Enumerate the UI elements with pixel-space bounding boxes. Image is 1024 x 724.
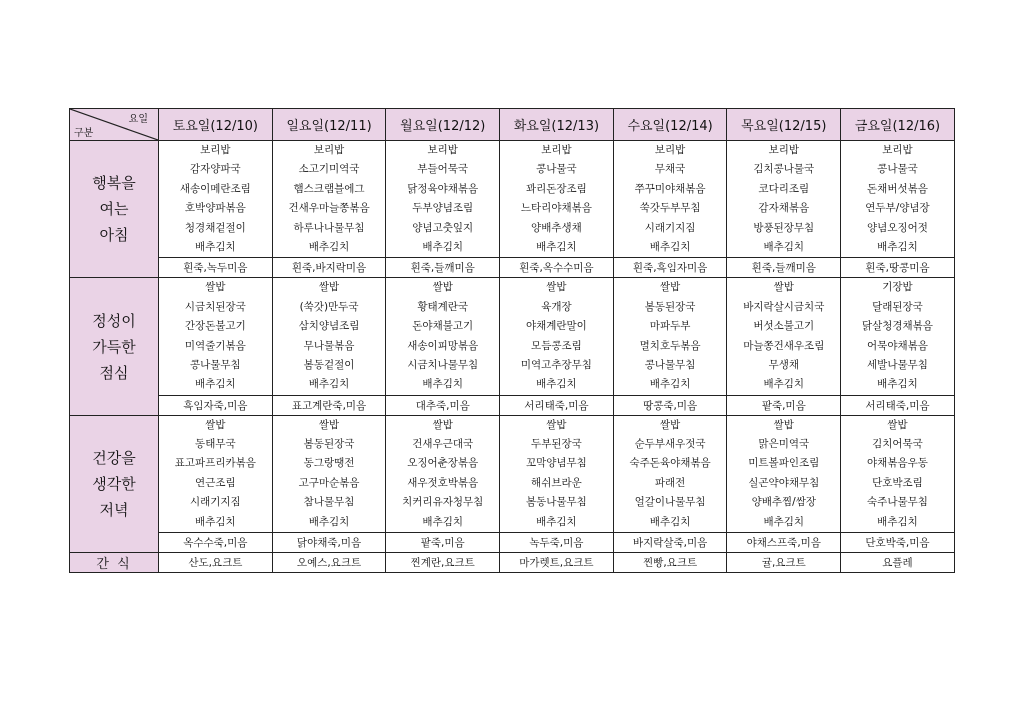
menu-item: 배추김치 — [536, 240, 577, 253]
porridge-cell: 흰죽,녹두미음 — [159, 258, 273, 278]
menu-item: 쌀밥 — [546, 418, 567, 431]
snack-row — [70, 553, 955, 573]
menu-item: 콩나물무침 — [189, 358, 241, 371]
menu-item: 김치어묵국 — [872, 438, 923, 451]
dinner-menu-cell — [500, 415, 614, 532]
menu-item: 배추김치 — [877, 515, 918, 528]
porridge-cell: 팥죽,미음 — [386, 533, 500, 553]
menu-item: 돈채버섯볶음 — [867, 182, 928, 195]
menu-item: 단호박조림 — [872, 476, 923, 489]
menu-item: 보리밥 — [541, 144, 572, 156]
menu-item: 김치콩나물국 — [753, 163, 815, 176]
menu-item: 배추김치 — [195, 515, 236, 528]
menu-item: 방풍된장무침 — [753, 221, 815, 234]
menu-item: 시래기지짐 — [644, 221, 696, 234]
menu-item: 코다리조림 — [758, 182, 810, 195]
porridge-cell: 단호박죽,미음 — [841, 533, 955, 553]
menu-item: 쌀밥 — [318, 281, 340, 294]
porridge-cell: 녹두죽,미음 — [500, 533, 614, 553]
breakfast-porridge-row — [70, 258, 955, 278]
day-header: 화요일(12/13) — [500, 109, 614, 141]
breakfast-label-line: 행복을 — [92, 174, 136, 193]
porridge-cell: 닭야채죽,미음 — [272, 533, 386, 553]
menu-item: 양념오징어젓 — [867, 221, 928, 234]
porridge-cell: 대추죽,미음 — [386, 395, 500, 415]
lunch-porridge-row — [70, 395, 955, 415]
porridge-cell: 표고계란죽,미음 — [272, 395, 386, 415]
lunch-label — [70, 278, 159, 415]
menu-item: 무나물볶음 — [303, 339, 355, 352]
menu-item: 보리밥 — [768, 144, 799, 156]
menu-item: 배추김치 — [877, 378, 918, 391]
menu-item: 버섯소불고기 — [753, 320, 815, 333]
menu-item: 쌀밥 — [432, 418, 453, 431]
dinner-menu-cell — [159, 415, 273, 532]
menu-item: 배추김치 — [308, 240, 350, 253]
menu-item: 배추김치 — [422, 515, 463, 528]
breakfast-menu-cell — [613, 141, 727, 258]
porridge-cell: 흑임자죽,미음 — [159, 395, 273, 415]
breakfast-menu-row — [70, 141, 955, 258]
menu-item: 배추김치 — [763, 378, 805, 391]
breakfast-menu-cell — [272, 141, 386, 258]
day-header: 수요일(12/14) — [613, 109, 727, 141]
day-axis-label: 요일 — [128, 114, 148, 125]
lunch-menu-cell — [613, 278, 727, 395]
menu-item: 하루나나물무침 — [293, 221, 365, 234]
lunch-menu-cell — [727, 278, 841, 395]
lunch-menu-cell — [159, 278, 273, 395]
menu-item: 보리밥 — [313, 144, 345, 156]
menu-item: 무채국 — [654, 163, 686, 176]
snack-label: 간 식 — [70, 553, 159, 573]
menu-item: 배추김치 — [763, 240, 805, 253]
header-row — [70, 109, 955, 141]
menu-item: 양배추생채 — [531, 221, 582, 234]
dinner-label — [70, 415, 159, 552]
menu-item: 배추김치 — [649, 378, 691, 391]
menu-item: 꼬막양념무침 — [525, 457, 587, 470]
header-corner-cell — [70, 109, 159, 141]
menu-item: 콩나물무침 — [644, 358, 696, 371]
lunch-menu-cell — [500, 278, 614, 395]
menu-item: 건새우마늘쫑볶음 — [288, 202, 370, 215]
snack-cell: 찐빵,요크트 — [613, 553, 727, 573]
breakfast-menu-cell — [727, 141, 841, 258]
menu-item: 쌀밥 — [659, 281, 681, 294]
menu-item: 두부양념조림 — [412, 202, 474, 215]
breakfast-menu-cell — [500, 141, 614, 258]
porridge-cell: 흰죽,땅콩미음 — [841, 258, 955, 278]
menu-item: 오징어춘장볶음 — [407, 457, 479, 470]
menu-item: 봄동된장국 — [644, 300, 696, 313]
menu-item: 야채볶음우동 — [867, 457, 928, 470]
menu-item: 콩나물국 — [877, 163, 918, 176]
menu-item: 콩나물국 — [536, 163, 577, 176]
menu-item: 배추김치 — [308, 515, 350, 528]
snack-cell: 산도,요크트 — [159, 553, 273, 573]
menu-item: 쌀밥 — [432, 281, 453, 294]
menu-item: 멸치호두볶음 — [639, 339, 701, 352]
porridge-cell: 땅콩죽,미음 — [613, 395, 727, 415]
dinner-menu-cell — [613, 415, 727, 532]
menu-item: 맑은미역국 — [758, 438, 810, 451]
menu-item: 쌀밥 — [659, 418, 681, 431]
breakfast-menu-cell — [841, 141, 955, 258]
menu-item: 봄동나물무침 — [525, 496, 587, 509]
menu-item: 쑥갓두부무침 — [639, 202, 701, 215]
menu-item: (쑥갓)만두국 — [299, 300, 359, 313]
menu-item: 배추김치 — [308, 378, 350, 391]
menu-item: 마파두부 — [649, 320, 691, 333]
dinner-menu-cell — [272, 415, 386, 532]
porridge-cell: 흰죽,옥수수미음 — [500, 258, 614, 278]
menu-item: 보리밥 — [427, 144, 458, 156]
menu-item: 배추김치 — [195, 378, 236, 391]
lunch-label-line: 정성이 — [92, 311, 136, 330]
menu-item: 청경채겉절이 — [184, 221, 246, 234]
menu-item: 야채계란말이 — [525, 320, 587, 333]
menu-item: 시금치나물무침 — [407, 358, 479, 371]
day-header: 목요일(12/15) — [727, 109, 841, 141]
dinner-menu-cell — [727, 415, 841, 532]
dinner-menu-row — [70, 415, 955, 532]
menu-item: 쌀밥 — [205, 418, 226, 431]
menu-item: 부들어묵국 — [417, 163, 469, 176]
menu-item: 새송이피망볶음 — [407, 339, 479, 352]
porridge-cell: 흰죽,들깨미음 — [386, 258, 500, 278]
menu-item: 느타리야채볶음 — [520, 202, 592, 215]
dinner-menu-cell — [386, 415, 500, 532]
menu-item: 황태계란국 — [417, 300, 469, 313]
menu-item: 햄스크램블에그 — [293, 182, 365, 195]
menu-item: 간장돈불고기 — [184, 320, 246, 333]
menu-item: 동그랑땡전 — [303, 457, 355, 470]
lunch-menu-row — [70, 278, 955, 395]
category-axis-label: 구분 — [74, 128, 94, 139]
lunch-label-line: 가득한 — [92, 337, 136, 356]
menu-item: 치커리유자청무침 — [402, 496, 484, 509]
menu-item: 숙주돈육야채볶음 — [629, 457, 711, 470]
menu-item: 삼치양념조림 — [298, 320, 360, 333]
menu-item: 미역고추장무침 — [520, 358, 592, 371]
menu-item: 보리밥 — [882, 144, 913, 156]
menu-item: 육개장 — [541, 300, 572, 313]
dinner-porridge-row — [70, 533, 955, 553]
menu-item: 새우젓호박볶음 — [407, 476, 479, 489]
menu-item: 파래전 — [654, 476, 686, 489]
day-header: 금요일(12/16) — [841, 109, 955, 141]
menu-item: 배추김치 — [649, 515, 691, 528]
porridge-cell: 서리태죽,미음 — [841, 395, 955, 415]
menu-item: 양념고춧잎지 — [412, 221, 474, 234]
menu-item: 쌀밥 — [318, 418, 340, 431]
menu-item: 마늘쫑건새우조림 — [743, 339, 825, 352]
breakfast-menu-cell — [159, 141, 273, 258]
menu-item: 돈야채불고기 — [412, 320, 474, 333]
menu-item: 시래기지짐 — [189, 496, 241, 509]
porridge-cell: 흰죽,들깨미음 — [727, 258, 841, 278]
snack-cell: 귤,요크트 — [727, 553, 841, 573]
menu-item: 실곤약야채무침 — [748, 476, 820, 489]
menu-item: 배추김치 — [877, 240, 918, 253]
menu-item: 기장밥 — [882, 281, 913, 294]
menu-item: 고구마순볶음 — [298, 476, 360, 489]
menu-item: 무생채 — [768, 358, 799, 371]
day-header: 월요일(12/12) — [386, 109, 500, 141]
porridge-cell: 팥죽,미음 — [727, 395, 841, 415]
menu-item: 미역줄기볶음 — [184, 339, 246, 352]
menu-item: 어묵야채볶음 — [867, 339, 928, 352]
menu-item: 표고파프리카볶음 — [174, 457, 256, 470]
menu-item: 참나물무침 — [303, 496, 355, 509]
porridge-cell: 서리태죽,미음 — [500, 395, 614, 415]
menu-item: 쌀밥 — [773, 281, 794, 294]
menu-item: 모듬콩조림 — [531, 339, 582, 352]
porridge-cell: 야채스프죽,미음 — [727, 533, 841, 553]
menu-item: 호박양파볶음 — [184, 202, 246, 215]
menu-item: 바지락살시금치국 — [743, 300, 825, 313]
menu-item: 배추김치 — [195, 240, 236, 253]
lunch-menu-cell — [272, 278, 386, 395]
menu-item: 배추김치 — [536, 378, 577, 391]
menu-item: 쌀밥 — [546, 281, 567, 294]
menu-item: 배추김치 — [422, 240, 463, 253]
menu-item: 건새우근대국 — [412, 438, 474, 451]
snack-cell: 오예스,요크트 — [272, 553, 386, 573]
menu-item: 보리밥 — [200, 144, 231, 156]
lunch-label-line: 점심 — [99, 363, 129, 382]
lunch-menu-cell — [386, 278, 500, 395]
menu-item: 닭살청경채볶음 — [861, 320, 933, 333]
menu-item: 꽈리돈장조림 — [525, 182, 587, 195]
menu-item: 감자채볶음 — [758, 202, 810, 215]
menu-item: 배추김치 — [536, 515, 577, 528]
menu-item: 쌀밥 — [773, 418, 794, 431]
porridge-cell: 바지락살죽,미음 — [613, 533, 727, 553]
porridge-cell: 흰죽,바지락미음 — [272, 258, 386, 278]
dinner-menu-cell — [841, 415, 955, 532]
menu-item: 순두부새우젓국 — [634, 438, 706, 451]
snack-cell: 요플레 — [841, 553, 955, 573]
menu-item: 연두부/양념장 — [865, 202, 930, 215]
menu-item: 달래된장국 — [872, 300, 923, 313]
breakfast-label-line: 여는 — [99, 200, 129, 219]
breakfast-label — [70, 141, 159, 278]
menu-item: 두부된장국 — [531, 438, 582, 451]
menu-item: 쭈꾸미야채볶음 — [634, 182, 706, 195]
menu-item: 소고기미역국 — [298, 163, 360, 176]
menu-item: 보리밥 — [654, 144, 686, 156]
breakfast-label-line: 아침 — [99, 226, 129, 245]
dinner-label-line: 저녁 — [99, 500, 129, 519]
dinner-label-line: 생각한 — [92, 474, 136, 493]
menu-item: 새송이메란조림 — [179, 182, 251, 195]
menu-item: 배추김치 — [649, 240, 691, 253]
day-header: 토요일(12/10) — [159, 109, 273, 141]
porridge-cell: 옥수수죽,미음 — [159, 533, 273, 553]
meal-body — [70, 141, 955, 553]
lunch-menu-cell — [841, 278, 955, 395]
breakfast-menu-cell — [386, 141, 500, 258]
menu-item: 얼갈이나물무침 — [634, 496, 706, 509]
day-header: 일요일(12/11) — [272, 109, 386, 141]
menu-item: 숙주나물무침 — [867, 496, 928, 509]
menu-item: 미트볼파인조림 — [748, 457, 820, 470]
menu-item: 세발나물무침 — [867, 358, 928, 371]
snack-cell: 마가렛트,요크트 — [500, 553, 614, 573]
menu-item: 쌀밥 — [205, 281, 226, 294]
menu-item: 쌀밥 — [887, 418, 908, 431]
menu-item: 봄동겉절이 — [303, 358, 355, 371]
weekly-menu-table — [69, 108, 955, 573]
menu-item: 봄동된장국 — [303, 438, 355, 451]
menu-item: 감자양파국 — [189, 163, 241, 176]
menu-item: 해쉬브라운 — [531, 476, 582, 489]
menu-item: 연근조림 — [195, 476, 236, 489]
menu-item: 배추김치 — [763, 515, 805, 528]
porridge-cell: 흰죽,흑임자미음 — [613, 258, 727, 278]
menu-item: 동태무국 — [195, 438, 236, 451]
dinner-label-line: 건강을 — [92, 448, 136, 467]
menu-item: 배추김치 — [422, 378, 463, 391]
snack-cell: 찐계란,요크트 — [386, 553, 500, 573]
menu-item: 양배추찜/쌈장 — [751, 496, 816, 509]
menu-item: 시금치된장국 — [184, 300, 246, 313]
menu-item: 닭정육야채볶음 — [407, 182, 479, 195]
